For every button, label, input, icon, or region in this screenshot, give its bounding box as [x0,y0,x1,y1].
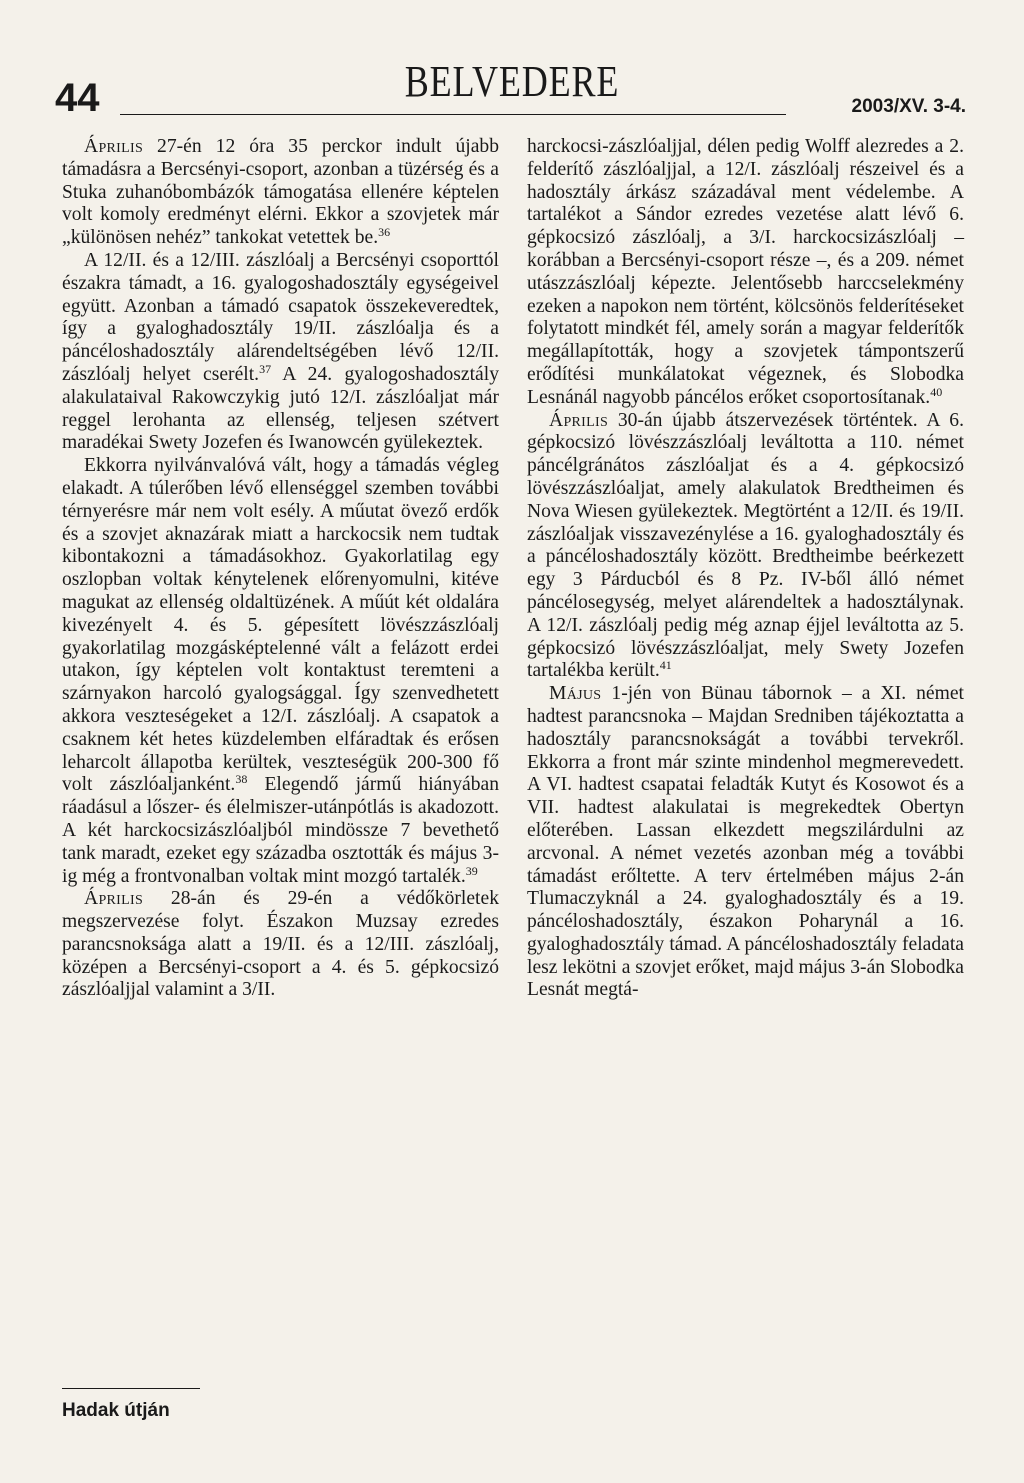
footnote-ref: 36 [378,225,391,240]
page-number: 44 [55,76,100,120]
paragraph-text: 28-án és 29-én a védőkörletek megszervezése folyt. Északon Muzsay ezredes parancsnoksága alatt a 19/II. és a 12/III. zászlóalj, középen a Bercsényi-csoport a 4. és 5. gépkocsizó zászlóaljjal valamint a 3/II. [62,888,499,1001]
paragraph-text: Elegendő jármű hiányában ráadásul a lőszer- és élelmiszer-utánpótlás is akadozott. A két harckocsizászlóaljból mindössze 7 bevethető tank maradt, ezeket egy századba osztották és május 3-ig még a frontvonalban voltak mint mozgó tartalék. [62,774,499,887]
footnote-ref: 38 [235,772,248,787]
left-column [62,136,499,1002]
issue-label: 2003/XV. 3-4. [851,96,966,117]
paragraph-text: 30-án újabb átszervezések történtek. A 6. gépkocsizó lövészzászlóalj leváltotta a 110. német páncélgránátos zászlóaljat és a 4. gépkocsizó lövészzászlóaljat, amely alakulatok Bredtheimen és Nova Wiesen gyülekeztek. Megtörtént a 12/II. és 19/II. zászlóaljak visszavezénylése a 16. gyaloghadosztály és a páncéloshadosztály között. Bredtheimbe beérkezett egy 3 Párducból és 8 Pz. IV-ből álló német páncélosegység, melyet alárendeltek a hadosztálynak. A 12/I. zászlóalj pedig még aznap éjjel leváltotta az 5. gépkocsizó lövészzászlóaljat, mely Swety Jozefen tartalékba került. [527,409,964,682]
paragraph-lead: Április [84,136,144,157]
paragraph-text: A 24. gyalogoshadosztály alakulataival Rakowczykig jutó 12/I. zászlóaljat már reggel lerohanta az ellenség, teljesen szétvert maradékai Swety Jozefen és Iwanowcén gyülekeztek. [62,363,499,454]
paragraph [62,250,499,455]
paragraph-lead: Április [84,888,144,910]
paragraph [527,136,964,410]
footnote-ref: 37 [259,361,272,376]
footer-section-label: Hadak útján [62,1400,170,1421]
journal-title: BELVEDERE [404,57,620,106]
right-column [527,136,964,1002]
footnote-ref: 39 [465,863,478,878]
paragraph-text: 27-én 12 óra 35 perckor indult újabb támadásra a Bercsényi-csoport, azonban a tüzérség és a Stuka zuhanóbombázók támogatása ellenére képtelen volt komoly eredményt elérni. Ekkor a szovjetek már „különösen nehéz” tankokat vetettek be. [62,136,499,249]
paragraph [527,683,964,1002]
paragraph-text: A 12/II. és a 12/III. zászlóalj a Bercsényi csoporttól északra támadt, a 16. gyalogoshadosztály egységeivel együtt. Azonban a támadó csapatok összekeveredtek, így a gyaloghadosztály 19/II. zászlóalja és a páncéloshadosztály alárendeltségében lévő 12/II. zászlóalj helyet cserélt. [62,249,499,385]
paragraph [527,410,964,684]
paragraph-lead: Április [549,409,609,431]
header-rule [120,114,786,115]
paragraph-lead: Május [549,683,602,705]
paragraph [62,136,499,250]
paragraph-text: harckocsi-zászlóaljjal, délen pedig Wolff alezredes a 2. felderítő zászlóaljjal, a 12/I. zászlóalj részeivel és a hadosztály árkász századával ment védelembe. A tartalékot a Sándor ezredes vezetése alatt lévő 6. gépkocsizó zászlóalj, a 3/I. harckocsizászlóalj – korábban a Bercsényi-csoport része –, és a 209. német utászzászlóalj képezte. Jelentősebb harccselekmény ezeken a napokon nem történt, kölcsönös felderítéseket folytatott mindkét fél, amely során a magyar felderítők megállapították, hogy a szovjetek támpontszerű erődítési munkálatokat végeznek, és Slobodka Lesnánál nagyobb páncélos erőket csoportosítanak. [527,136,964,408]
paragraph [62,455,499,888]
paragraph [62,888,499,1002]
footnote-ref: 41 [659,658,672,673]
footnote-ref: 40 [930,384,943,399]
paragraph-text: 1-jén von Bünau tábornok – a XI. német hadtest parancsnoka – Majdan Sredniben tájékoztatta a hadosztály parancsnokságát a további tervekről. Ekkorra a front már szinte mindenhol megmerevedett. A VI. hadtest csapatai feladták Kutyt és Kosowot és a VII. hadtest alakulatai is megrekedtek Obertyn előterében. Lassan elkezdett megszilárdulni az arcvonal. A német vezetés azonban még a további támadást erőltette. A terv értelmében május 2-án Tlumaczyknál a 24. gyaloghadosztály és a 19. páncéloshadosztály, északon Poharynál a 16. gyaloghadosztály támad. A páncéloshadosztály feladata lesz lekötni a szovjet erőket, majd május 3-án Slobodka Lesnát megtá- [527,683,964,1001]
footer-rule [62,1388,200,1389]
paragraph-text: Ekkorra nyilvánvalóvá vált, hogy a támadás végleg elakadt. A túlerőben lévő ellenséggel szemben további térnyerésre már nem volt esély. A műutat övező erdők és a szovjet aknazárak miatt a harckocsik nem tudtak kibontakozni a támadásokhoz. Gyakorlatilag egy oszlopban voltak kénytelenek előrenyomulni, kitéve magukat az ellenség oldaltüzének. A műút két oldalára kivezényelt 4. és 5. gépesített lövészzászlóalj gyakorlatilag mozgásképtelenné vált a felázott erdei utakon, így képtelen volt kontaktust teremteni a szárnyakon harcoló gyalogsággal. Így szenvedhetett akkora veszteségeket a 12/I. zászlóalj. A csapatok a csaknem két hetes küzdelemben elfáradtak és erősen leharcolt állapotba kerültek, veszteségük 200-300 fő volt zászlóaljanként. [62,455,499,796]
